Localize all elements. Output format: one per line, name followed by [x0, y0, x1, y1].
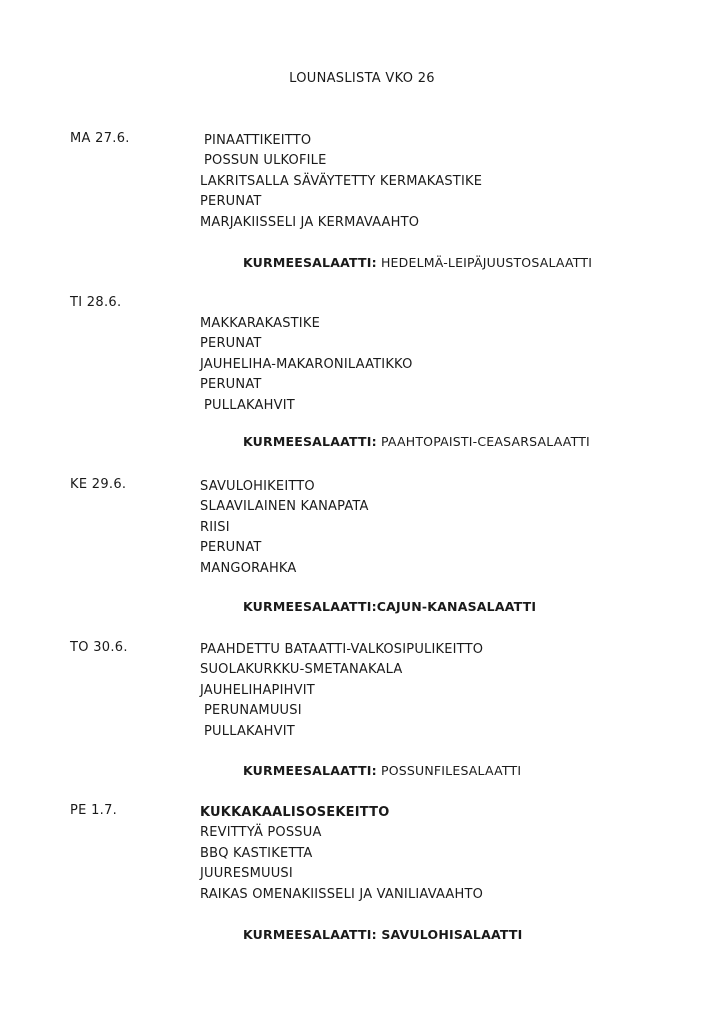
salad-line-tuesday [243, 434, 590, 449]
salad-label: KURMEESALAATTI: [243, 599, 377, 614]
dish-item: REVITTYÄ POSSUA [200, 825, 322, 841]
dish-item: PERUNAT [200, 336, 262, 352]
dish-item: PULLAKAHVIT [204, 723, 295, 739]
salad-value: HEDELMÄ-LEIPÄJUUSTOSALAATTI [376, 255, 593, 270]
salad-label: KURMEESALAATTI: [243, 434, 377, 449]
dish-item: RAIKAS OMENAKIISSELI JA VANILIAVAAHTO [200, 886, 484, 902]
dish-item: SUOLAKURKKU-SMETANAKALA [200, 662, 403, 678]
dish-list [200, 477, 369, 579]
dish-list [200, 131, 482, 233]
page-title: LOUNASLISTA VKO 26 [289, 71, 435, 86]
day-label: MA 27.6. [70, 131, 130, 146]
dish-item: MAKKARAKASTIKE [200, 316, 320, 331]
dish-item: PERUNAT [200, 194, 262, 210]
dish-item: LAKRITSALLA SÄVÄYTETTY KERMAKASTIKE [200, 173, 483, 189]
dish-list [200, 803, 483, 905]
day-label: KE 29.6. [70, 477, 127, 492]
dish-item: JAUHELIHAPIHVIT [200, 682, 315, 698]
day-label: TI 28.6. [70, 295, 122, 310]
dish-item: PAAHDETTU BATAATTI-VALKOSIPULIKEITTO [200, 642, 484, 657]
salad-value: SAVULOHISALAATTI [376, 927, 523, 942]
dish-item: JUURESMUUSI [200, 866, 293, 882]
salad-value: POSSUNFILESALAATTI [376, 763, 522, 778]
dish-item: KUKKAKAALISOSEKEITTO [200, 805, 390, 820]
dish-item: SLAAVILAINEN KANAPATA [200, 499, 369, 515]
dish-item: PERUNAMUUSI [204, 703, 302, 719]
dish-item: JAUHELIHA-MAKARONILAATIKKO [200, 356, 413, 372]
salad-line-monday [243, 255, 592, 270]
salad-label: KURMEESALAATTI: [243, 927, 377, 942]
dish-item: PERUNAT [200, 377, 262, 393]
dish-item: MANGORAHKA [200, 560, 297, 576]
dish-list [200, 640, 483, 742]
salad-line-wednesday [243, 599, 536, 614]
dish-item: RIISI [200, 519, 230, 535]
salad-line-friday [243, 927, 522, 942]
salad-value: CAJUN-KANASALAATTI [376, 599, 537, 614]
dish-item: MARJAKIISSELI JA KERMAVAAHTO [200, 214, 420, 230]
day-label: TO 30.6. [70, 640, 128, 655]
dish-item: PULLAKAHVIT [204, 397, 295, 413]
dish-item: PERUNAT [200, 540, 262, 556]
dish-list [200, 314, 413, 416]
dish-item: PINAATTIKEITTO [204, 133, 312, 148]
day-label: PE 1.7. [70, 803, 118, 818]
salad-value: PAAHTOPAISTI-CEASARSALAATTI [376, 434, 590, 449]
salad-label: KURMEESALAATTI: [243, 255, 377, 270]
salad-line-thursday [243, 763, 521, 778]
salad-label: KURMEESALAATTI: [243, 763, 377, 778]
dish-item: POSSUN ULKOFILE [204, 153, 327, 169]
dish-item: BBQ KASTIKETTA [200, 845, 313, 861]
dish-item: SAVULOHIKEITTO [200, 479, 315, 494]
